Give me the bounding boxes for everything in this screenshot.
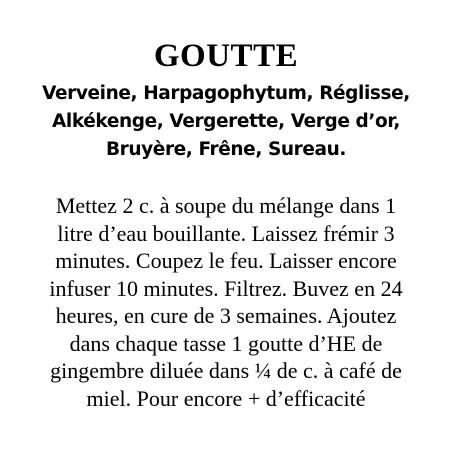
- instructions-line: Mettez 2 c. à soupe du mélange dans 1: [55, 193, 397, 218]
- instructions-line: gingembre diluée dans ¼ de c. à café de: [50, 358, 402, 383]
- ingredients-list: [16, 80, 436, 164]
- ingredients-line: Alkékenge, Vergerette, Verge d’or,: [52, 111, 400, 132]
- instructions-line: litre d’eau bouillante. Laissez frémir 3: [57, 220, 395, 246]
- instructions-line: minutes. Coupez le feu. Laisser encore: [55, 248, 397, 273]
- recipe-title: GOUTTE: [153, 38, 299, 74]
- instructions-line: infuser 10 minutes. Filtrez. Buvez en 24: [49, 275, 403, 301]
- instructions-text: [16, 192, 436, 412]
- instructions-line: dans chaque tasse 1 goutte d’HE de: [69, 330, 383, 356]
- instructions-line: miel. Pour encore + d’efficacité: [86, 385, 366, 411]
- instructions-line: heures, en cure de 3 semaines. Ajoutez: [55, 303, 397, 328]
- ingredients-line: Verveine, Harpagophytum, Réglisse,: [42, 83, 410, 104]
- ingredients-line: Bruyère, Frêne, Sureau.: [105, 139, 347, 160]
